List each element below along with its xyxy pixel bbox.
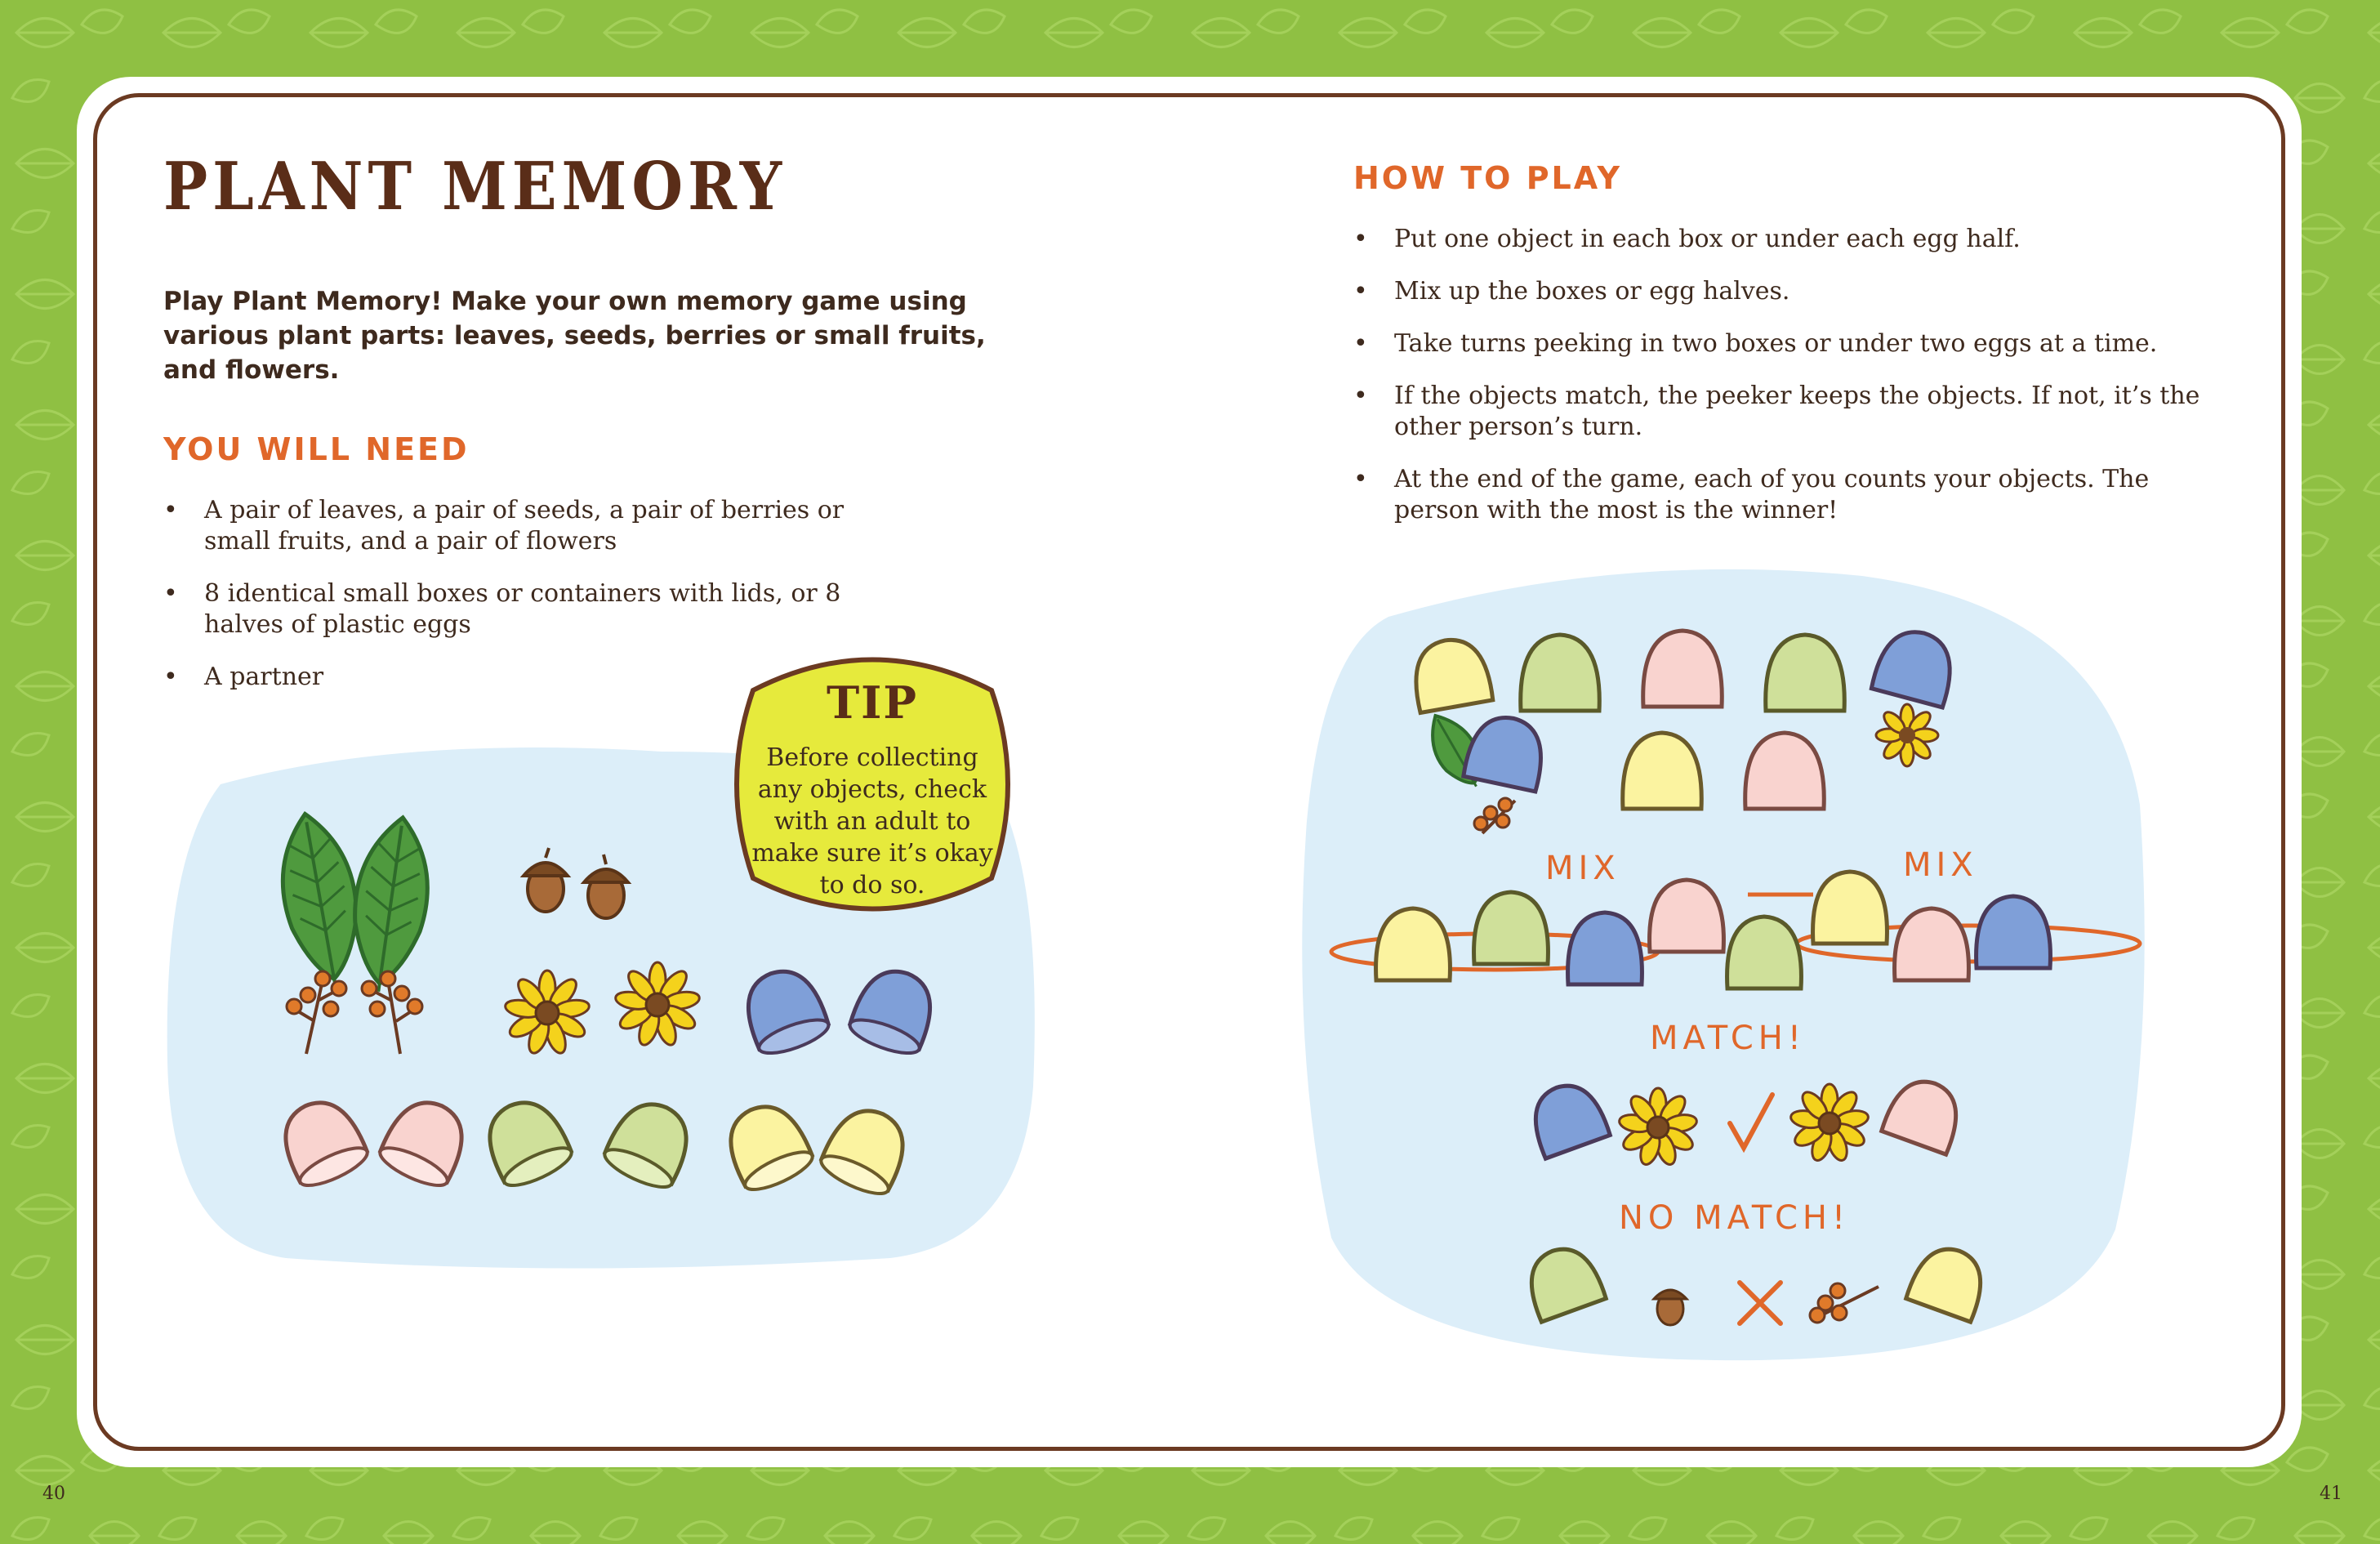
egg-half-icon xyxy=(1650,880,1724,952)
page-number-right: 41 xyxy=(2320,1484,2342,1504)
match-label: MATCH! xyxy=(1650,1020,1806,1057)
how-to-play-heading: HOW TO PLAY xyxy=(1353,160,1623,196)
list-item: • Put one object in each box or under each egg half. xyxy=(1353,224,2235,255)
page-title: PLANT MEMORY xyxy=(163,147,787,225)
list-item: • A pair of leaves, a pair of seeds, a pair of berries or small fruits, and a pair of flowers xyxy=(163,495,898,557)
list-item: • At the end of the game, each of you counts your objects. The person with the most is the winner! xyxy=(1353,464,2235,526)
egg-half-icon xyxy=(1521,635,1600,711)
egg-half-icon xyxy=(1766,635,1845,711)
egg-half-icon xyxy=(1727,917,1802,988)
no-match-label: NO MATCH! xyxy=(1619,1199,1851,1237)
list-item: • If the objects match, the peeker keeps the objects. If not, it’s the other person’s turn. xyxy=(1353,381,2235,443)
egg-half-icon xyxy=(1745,733,1825,809)
list-item: • Take turns peeking in two boxes or under two eggs at a time. xyxy=(1353,328,2235,359)
list-item: • A partner xyxy=(163,662,898,693)
intro-text: Play Plant Memory! Make your own memory game using various plant parts: leaves, seeds, berries or small fruits, and flowers. xyxy=(163,287,986,385)
how-to-play-steps xyxy=(1353,224,2235,547)
egg-half-icon xyxy=(1474,892,1549,964)
egg-half-icon xyxy=(1977,896,2051,968)
egg-half-icon xyxy=(1568,913,1642,984)
sunflower-icon xyxy=(1876,704,1938,766)
mix-label-left: MIX xyxy=(1545,850,1620,887)
tip-text: Before collecting any objects, check with an adult to make sure it’s okay to do so. xyxy=(751,743,993,899)
egg-half-icon xyxy=(1376,908,1451,980)
egg-half-icon xyxy=(1813,872,1888,944)
you-will-need-heading: YOU WILL NEED xyxy=(163,431,470,467)
egg-half-icon xyxy=(1643,631,1723,707)
tip-title: TIP xyxy=(826,676,919,729)
egg-half-icon xyxy=(1895,908,1969,980)
mix-label-right: MIX xyxy=(1903,846,1978,884)
tip-badge xyxy=(720,645,1024,923)
list-item: • Mix up the boxes or egg halves. xyxy=(1353,276,2235,307)
egg-half-icon xyxy=(1623,733,1702,809)
page-number-left: 40 xyxy=(42,1484,65,1504)
list-item: • 8 identical small boxes or containers with lids, or 8 halves of plastic eggs xyxy=(163,578,898,640)
gameplay-illustration xyxy=(1290,560,2156,1372)
